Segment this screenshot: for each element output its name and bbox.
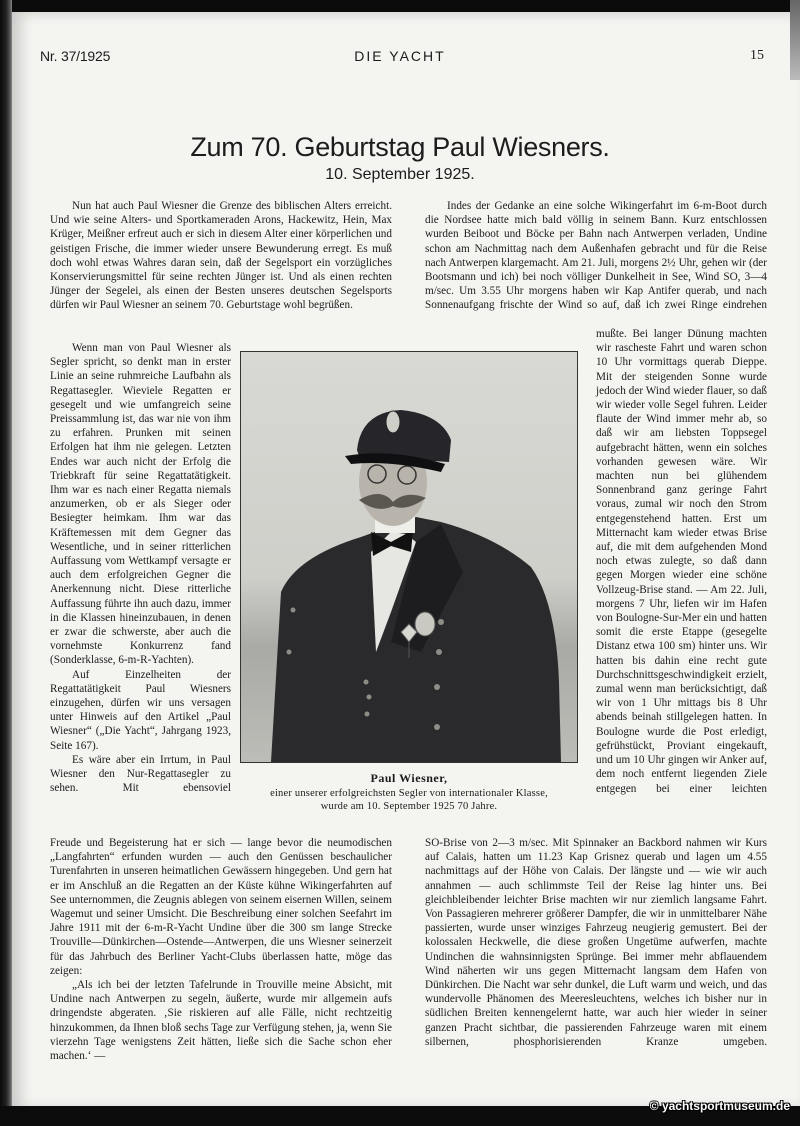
right-top-block (425, 199, 767, 313)
article-title: Zum 70. Geburtstag Paul Wiesners. (190, 132, 610, 162)
portrait-photo (240, 351, 578, 763)
photo-caption-line2: wurde am 10. September 1925 70 Jahre. (320, 801, 498, 812)
article-subtitle: 10. September 1925. (325, 166, 475, 183)
paragraph-calais: SO-Brise von 2—3 m/sec. Mit Spinnaker an Backbord nahmen wir Kurs auf Calais, hatten um 11.23 Kap Grisnez querab und lagen um 4.55 nachmittags auf der Höhe von Calais. Der längste und — wie wir auch annahmen — auch schlimmste Teil der Reise lag hinter uns. Bei gleichbleibender leichter Brise machten wir nur ziemlich langsame Fahrt. Von Passagieren mehrerer größerer Dampfer, die wir in unmittelbarer Nähe passierten, wurde unser winziges Fahrzeug neugierig gemustert. Bei der kolossalen Heckwelle, die diese großen Ungetüme aufwerfen, machte Undinchen die wahnsinnigsten Sprünge. Bei immer mehr abflauendem Wind näherten wir uns gegen Mitternacht langsam dem Hafen von Dünkirchen. Die Nacht war sehr dunkel, die Luft warm und weich, und das wundervolle Phänomen des Meeresleuchtens, welches ich bisher nur in südlichen Breiten kennengelernt hatte, war auch hier wieder in seiner ganzen Pracht sichtbar, die passierenden Fahrzeuge waren mit einem silbernen, phosphorisierenden Kranze umgeben. (425, 837, 767, 1048)
paragraph-regatta: Wenn man von Paul Wiesner als Segler spricht, so denkt man in erster Linie an seine ruhmreiche Laufbahn als Regattasegler. Wieviele Regatten er gesegelt und wie umfangreich seine Preissammlung ist, das war nie von ihm zu erfahren. Prunken mit seinen Erfolgen hat ihm nie gelegen. Letzten Endes war auch nicht der Erfolg die Triebkraft für seine Regattatätigkeit. Ihm war es nach einer Regatta niemals anzumerken, ob er als Sieger oder Besiegter heimkam. Ihm war das Kräftemessen mit dem Gegner das Wesentliche, und in seiner ritterlichen Auffassung vom Wettkampf versagte er auch dem erfolgreichen Gegner die Anerkennung nicht. Diese ritterliche Auffassung führte ihn auch dazu, immer in die Klassen hineinzubauen, in denen er zwar die schwerste, aber auch die vornehmste Konkurrenz fand (Sonderklasse, 6-m-R-Yachten). (50, 342, 231, 667)
left-wide-block (50, 836, 392, 1063)
photo-caption-line1: einer unserer erfolgreichsten Segler von internationaler Klasse, (270, 788, 548, 799)
paragraph-irrtum-cont: Freude und Begeisterung hat er sich — lange bevor die neumodischen „Langfahrten“ erfunden wurden — auch den Genüssen beschaulicher Turenfahrten in unseren heimatlichen Gewässern hingegeben. Und gern hat er im Anschluß an die Regatten an der Küste kühne Wikingerfahrten auf See unternommen, die Zeugnis ablegen von seinem eisernen Willen, seinem Wagemut und seiner Umsicht. Die Beschreibung einer solchen Seefahrt im Jahre 1911 mit der 6-m-R-Yacht Undine über die 300 sm lange Strecke Trouville—Dünkirchen—Ostende—Antwerpen, die uns Wiesner seinerzeit für das Jahrbuch des Berliner Yacht-Clubs überlassen hatte, möge das zeigen: (50, 837, 392, 977)
right-bottom-block (425, 836, 767, 1049)
left-narrow-block (50, 341, 231, 796)
right-narrow-block (584, 327, 767, 796)
paragraph-quote: „Als ich bei der letzten Tafelrunde in Trouville meine Absicht, mit Undine nach Antwerpen zu segeln, äußerte, wurde mir allgemein aufs dringendste abgeraten. ‚Sie riskieren auf alle Fälle, nicht rechtzeitig hinzukommen, da Ihnen bloß sechs Tage zur Verfügung stehen, ja, wenn Sie vierzehn Tage wenigstens Zeit hätten, ließe sich die Sache schon eher machen.‘ — (50, 979, 392, 1063)
photo-caption-name: Paul Wiesner, (370, 771, 448, 785)
paragraph-journey: mußte. Bei langer Dünung machten wir rascheste Fahrt und waren schon 10 Uhr vormittags querab Dieppe. Mit der steigenden Sonne wurde jedoch der Wind wieder flauer, so daß wir wieder volle Segel fuhren. Leider flaute der Wind immer mehr ab, so daß wir am liebsten Toppsegel aufgebracht hätten, wenn ein solches vorhanden gewesen wäre. Wir machten nun bei glühendem Sonnenbrand ganz geringe Fahrt voraus, zumal wir noch den Strom entgegenstehend hatten. Erst um Mitternacht kam wieder etwas Brise auf, die mit dem aufgehenden Mond noch etwas zulegte, so daß dann gegen Morgen wieder eine schöne Vollzeug-Brise stand. — Am 22. Juli, morgens 7 Uhr, liefen wir im Hafen von Boulogne-Sur-Mer ein und hatten somit die erste Etappe (gesegelte Distanz etwa 100 sm) hinter uns. Wir hatten bis dahin eine recht gute Durchschnittsgeschwindigkeit erzielt, zumal wenn man berücksichtigt, daß wir von 1 Uhr mittags bis 8 Uhr abends beinah stillgelegen hatten. In Boulogne wurde die Post erledigt, gefrühstückt, Proviant eingekauft, und um 10 Uhr gingen wir Anker auf, dem noch entfernt liegenden Ziele entgegen bei einer leichten (596, 328, 767, 795)
paragraph-irrtum-start: Es wäre aber ein Irrtum, in Paul Wiesner den Nur-Regattasegler zu sehen. Mit ebensoviel (50, 753, 231, 795)
left-intro-block (50, 199, 392, 313)
paragraph-details: Auf Einzelheiten der Regattatätigkeit Paul Wiesners einzugehen, dürfen wir uns versagen unter Hinweis auf den Artikel „Paul Wiesner“ („Die Yacht“, Jahrgang 1923, Seite 167). (50, 668, 231, 752)
scan-right-edge (790, 0, 800, 80)
magazine-title: DIE YACHT (354, 48, 446, 64)
paragraph-intro: Nun hat auch Paul Wiesner die Grenze des biblischen Alters erreicht. Und wie seine Alters- und Sportkameraden Arons, Hackewitz, Hein, Max Krüger, Meißner erfreut auch er sich in diesem Alter einer körperlichen und geistigen Frische, die immer wieder unsere Bewunderung erregt. Es muß doch wohl etwas Wahres daran sein, daß der Segelsport ein vorzügliches Konservierungsmittel für seine rechten Jünger ist. Und als einen rechten Jünger der Segelei, als einen der Besten unseres deutschen Segelsports dürfen wir Paul Wiesner an seinem 70. Geburtstage wohl begrüßen. (50, 200, 392, 312)
issue-number: Nr. 37/1925 (40, 48, 111, 64)
copyright-watermark: © yachtsportmuseum.de (649, 1099, 790, 1113)
page-number: 15 (750, 48, 764, 63)
paragraph-wikingerfahrt: Indes der Gedanke an eine solche Wikingerfahrt im 6-m-Boot durch die Nordsee hatte mich bald völlig in seinem Bann. Kurz entschlossen wurden Beiboot und Böcke per Bahn nach Antwerpen verladen, Undine schon am Nachmittag nach dem Außenhafen gebracht und für die Reise nach Antwerpen klargemacht. Am 21. Juli, morgens 2½ Uhr, gehen wir (der Bootsmann und ich) bei noch völliger Dunkelheit in See, Wind SO, 3—4 m/sec. Um 3.55 Uhr morgens haben wir Kap Antifer querab, und nach Sonnenaufgang frischte der Wind so auf, daß ich zwei Ringe eindrehen (425, 200, 767, 312)
portrait-illustration (241, 352, 577, 762)
